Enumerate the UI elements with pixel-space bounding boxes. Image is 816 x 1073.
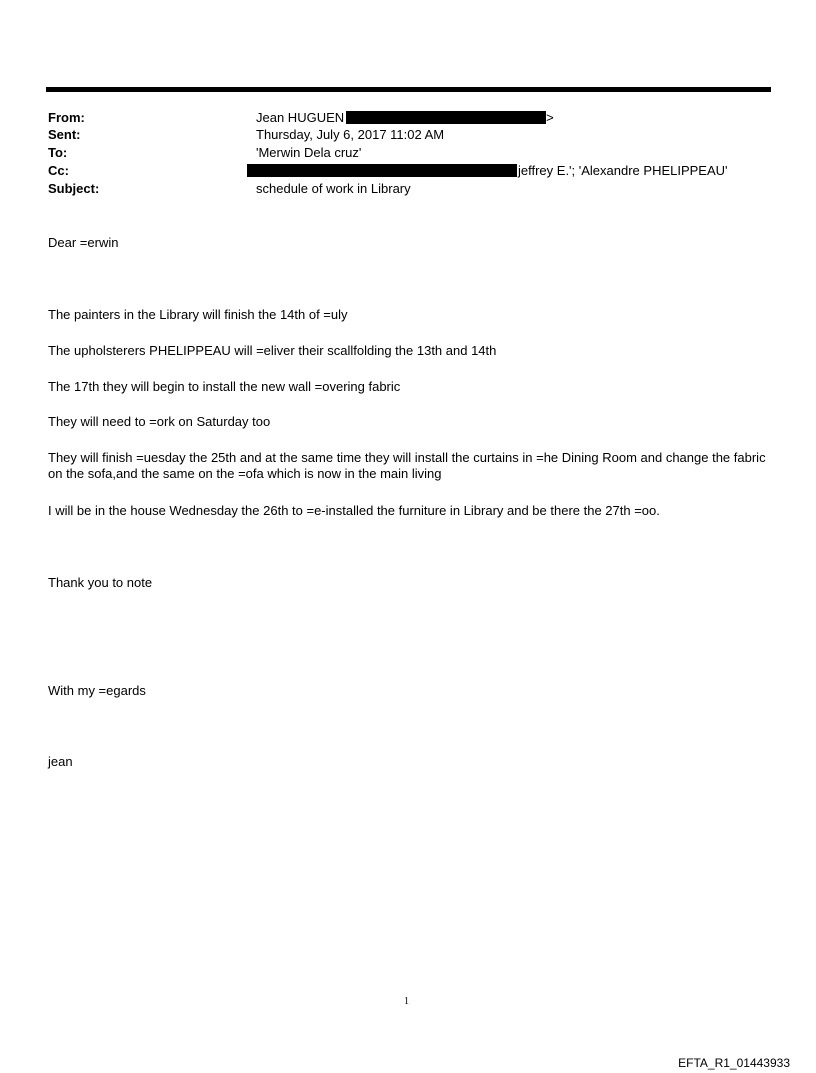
subject-value: schedule of work in Library <box>256 181 411 196</box>
body-paragraph: The painters in the Library will finish the 14th of =uly <box>48 307 348 322</box>
sent-row <box>48 126 768 144</box>
from-name: Jean HUGUEN <box>256 110 345 125</box>
cc-value <box>247 162 728 180</box>
page-number: 1 <box>404 996 409 1007</box>
greeting: Dear =erwin <box>48 235 119 250</box>
redaction-box <box>247 164 517 177</box>
cc-row <box>48 162 768 180</box>
cc-recipients: jeffrey E.'; 'Alexandre PHELIPPEAU' <box>518 163 728 178</box>
subject-row <box>48 180 768 198</box>
thanks-line: Thank you to note <box>48 575 153 590</box>
from-email-end: > <box>546 110 554 125</box>
cc-label: Cc: <box>48 163 69 178</box>
sent-value: Thursday, July 6, 2017 11:02 AM <box>256 127 445 142</box>
to-value: 'Merwin Dela cruz' <box>256 145 362 160</box>
sent-label: Sent: <box>48 127 81 142</box>
header-top-rule <box>46 87 771 92</box>
redaction-box <box>346 111 546 124</box>
from-label: From: <box>48 110 85 125</box>
signature: jean <box>48 754 73 769</box>
body-paragraph: The upholsterers PHELIPPEAU will =eliver their scallfolding the 13th and 14th <box>48 343 497 358</box>
body-paragraph: I will be in the house Wednesday the 26th to =e-installed the furniture in Library and be there the 27th =oo. <box>48 503 660 518</box>
from-row <box>48 109 768 127</box>
to-row <box>48 144 768 162</box>
closing-line: With my =egards <box>48 683 146 698</box>
body-paragraph: They will need to =ork on Saturday too <box>48 414 271 429</box>
document-id: EFTA_R1_01443933 <box>678 1056 790 1070</box>
from-value <box>256 109 554 127</box>
subject-label: Subject: <box>48 181 100 196</box>
body-paragraph: The 17th they will begin to install the new wall =overing fabric <box>48 379 401 394</box>
to-label: To: <box>48 145 68 160</box>
body-paragraph: They will finish =uesday the 25th and at the same time they will install the curtains in =he Dining Room and change the fabric on the sofa,and the same on the =ofa which is now in the main living <box>48 450 766 481</box>
